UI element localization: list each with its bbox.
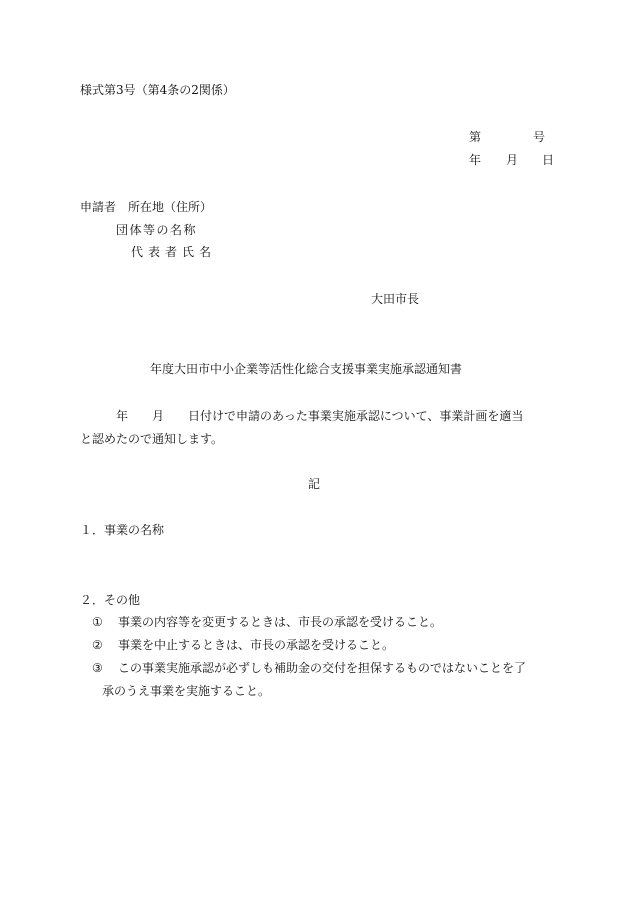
sub-item-1 (92, 611, 552, 634)
document-title: 年度大田市中小企業等活性化総合支援事業実施承認通知書 (150, 362, 463, 376)
sub-item-1-text: 事業の内容等を変更するときは、市長の承認を受けること。 (118, 615, 443, 629)
date-month: 月 (506, 153, 519, 167)
applicant-label: 申請者 (80, 200, 117, 214)
body-line-1 (80, 405, 552, 428)
doc-number-suffix: 号 (533, 130, 546, 144)
date-year: 年 (469, 153, 482, 167)
body-line1-rest: 日付けで申請のあった事業実施承認について、事業計画を適当 (188, 409, 524, 423)
sub-item-2 (92, 634, 552, 657)
sub-item-2-text: 事業を中止するときは、市長の承認を受けること。 (118, 638, 395, 652)
item-project-name: １．事業の名称 (80, 523, 165, 537)
sub-item-3-text: この事業実施承認が必ずしも補助金の交付を担保するものではないことを了 (118, 661, 527, 675)
recipient: 大田市長 (371, 292, 420, 306)
sub-item-1-marker: ① (92, 615, 103, 629)
applicant-org-label: 団体等の名称 (116, 223, 198, 237)
sub-item-3-continuation: 承のうえ事業を実施すること。 (102, 684, 271, 698)
applicant-rep-label: 代表者氏名 (131, 245, 217, 259)
body-text (80, 405, 552, 451)
body-month: 月 (152, 409, 165, 423)
applicant-address-label: 所在地（住所） (128, 200, 213, 214)
sub-item-2-marker: ② (92, 638, 103, 652)
doc-number-label: 第 (469, 130, 482, 144)
sub-item-3 (92, 657, 552, 703)
date-day: 日 (542, 153, 555, 167)
body-year: 年 (116, 409, 129, 423)
item-other: ２．その他 (80, 593, 141, 607)
sub-item-3-marker: ③ (92, 661, 103, 675)
ki-heading: 記 (308, 477, 321, 491)
body-line-2: と認めたので通知します。 (80, 432, 224, 446)
form-number: 様式第3号（第4条の2関係） (80, 83, 235, 97)
